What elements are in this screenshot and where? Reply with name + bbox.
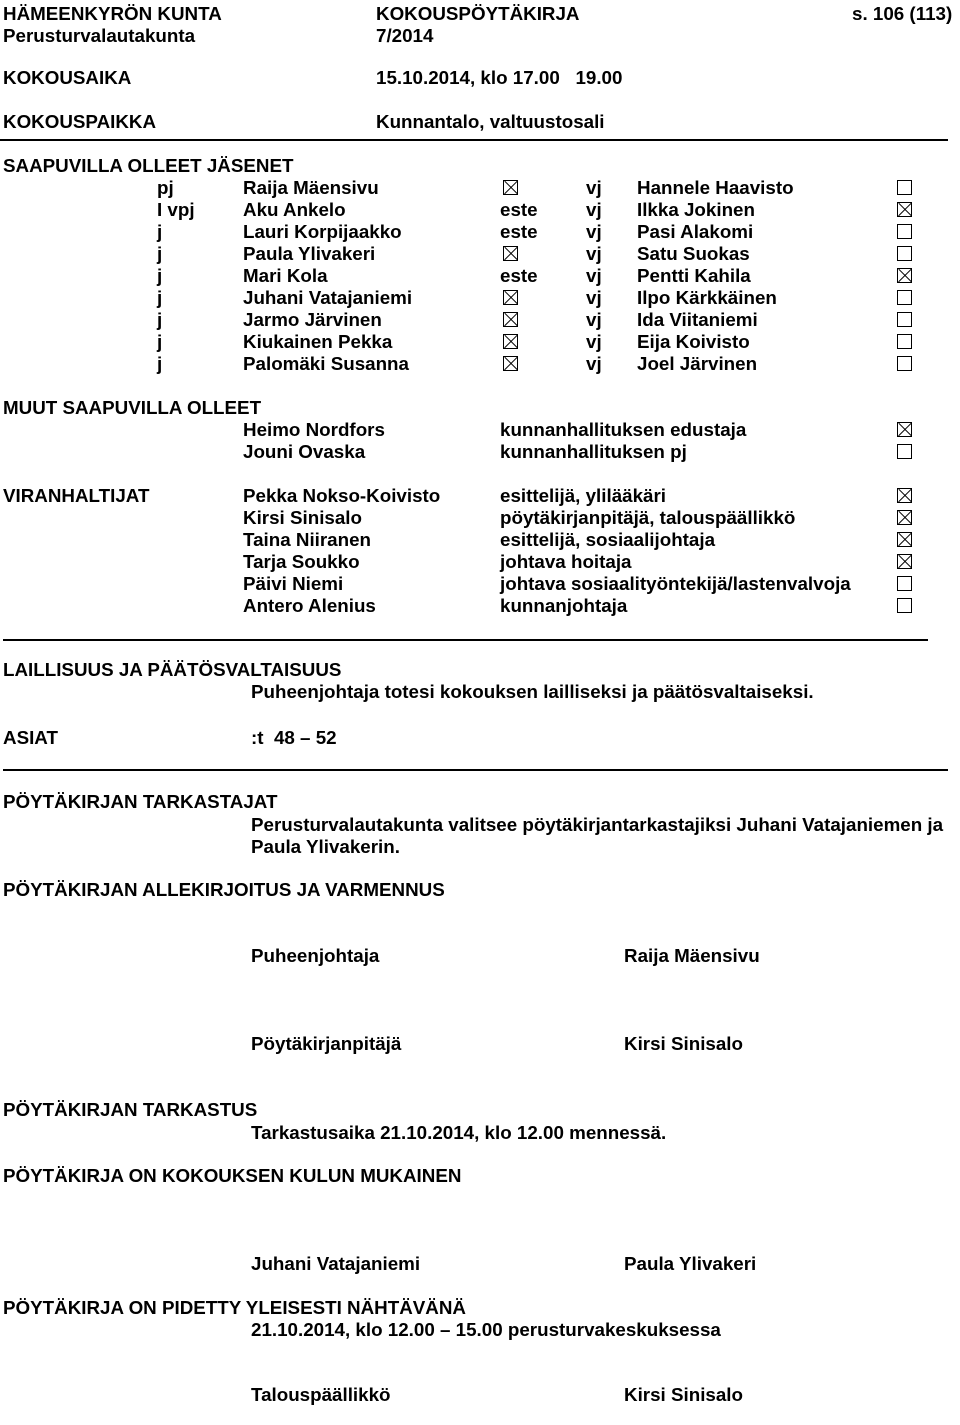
signature-title: Pöytäkirjanpitäjä [251, 1033, 402, 1054]
official-row [0, 529, 960, 551]
member-role: I vpj [157, 199, 195, 220]
conformity-heading: PÖYTÄKIRJA ON KOKOUKSEN KULUN MUKAINEN [3, 1165, 462, 1186]
deputy-name: Pentti Kahila [637, 265, 751, 286]
member-role: j [157, 353, 163, 374]
legality-heading: LAILLISUUS JA PÄÄTÖSVALTAISUUS [3, 659, 342, 680]
meeting-time-label: KOKOUSAIKA [3, 67, 132, 88]
public-display-signer-title: Talouspäällikkö [251, 1384, 391, 1405]
member-name: Palomäki Susanna [243, 353, 409, 374]
member-row [0, 243, 960, 265]
deputy-role: vj [586, 243, 602, 264]
attendance-checkbox [897, 576, 912, 591]
attendance-checkbox [897, 598, 912, 613]
inspectors-heading: PÖYTÄKIRJAN TARKASTAJAT [3, 791, 278, 812]
member-role: j [157, 331, 163, 352]
deputy-attendance-checkbox [897, 356, 912, 371]
member-row [0, 199, 960, 221]
official-title: johtava hoitaja [500, 551, 632, 572]
attendee-title: kunnanhallituksen pj [500, 441, 687, 462]
member-absence: este [500, 199, 538, 220]
attendance-checkbox [897, 510, 912, 525]
public-display-text: 21.10.2014, klo 12.00 – 15.00 perusturvakeskuksessa [251, 1319, 721, 1340]
member-row [0, 177, 960, 199]
member-name: Mari Kola [243, 265, 328, 286]
inspectors-text-line: Perusturvalautakunta valitsee pöytäkirjantarkastajiksi Juhani Vatajaniemen ja [251, 814, 944, 835]
meeting-place-value: Kunnantalo, valtuustosali [376, 111, 605, 132]
member-row [0, 331, 960, 353]
member-row [0, 309, 960, 331]
deputy-role: vj [586, 331, 602, 352]
legality-text: Puheenjohtaja totesi kokouksen lailliseksi ja päätösvaltaiseksi. [251, 681, 814, 702]
conformity-signer: Paula Ylivakeri [624, 1253, 757, 1274]
official-row [0, 573, 960, 595]
deputy-attendance-checkbox [897, 180, 912, 195]
member-absence: este [500, 265, 538, 286]
attendance-checkbox [503, 334, 518, 349]
official-name: Päivi Niemi [243, 573, 344, 594]
member-name: Kiukainen Pekka [243, 331, 393, 352]
deputy-attendance-checkbox [897, 202, 912, 217]
attendance-checkbox [897, 532, 912, 547]
page-number: s. 106 (113) [852, 3, 953, 24]
official-title: johtava sosiaalityöntekijä/lastenvalvoja [500, 573, 851, 594]
divider-line [3, 639, 928, 641]
attendance-checkbox [503, 290, 518, 305]
official-title: esittelijä, ylilääkäri [500, 485, 667, 506]
member-row [0, 221, 960, 243]
official-name: Kirsi Sinisalo [243, 507, 362, 528]
member-absence: este [500, 221, 538, 242]
deputy-attendance-checkbox [897, 246, 912, 261]
review-text: Tarkastusaika 21.10.2014, klo 12.00 mennessä. [251, 1122, 667, 1143]
attendance-checkbox [503, 312, 518, 327]
deputy-attendance-checkbox [897, 312, 912, 327]
member-name: Paula Ylivakeri [243, 243, 376, 264]
agenda-label: ASIAT [3, 727, 58, 748]
members-heading: SAAPUVILLA OLLEET JÄSENET [3, 155, 294, 176]
deputy-name: Hannele Haavisto [637, 177, 794, 198]
deputy-role: vj [586, 287, 602, 308]
attendance-checkbox [897, 488, 912, 503]
deputy-name: Eija Koivisto [637, 331, 750, 352]
member-row [0, 287, 960, 309]
official-row [0, 485, 960, 507]
member-row [0, 265, 960, 287]
deputy-name: Satu Suokas [637, 243, 750, 264]
attendance-checkbox [897, 422, 912, 437]
deputy-role: vj [586, 177, 602, 198]
conformity-signer: Juhani Vatajaniemi [251, 1253, 421, 1274]
attendee-row [0, 441, 960, 463]
deputy-attendance-checkbox [897, 290, 912, 305]
official-title: esittelijä, sosiaalijohtaja [500, 529, 716, 550]
member-name: Jarmo Järvinen [243, 309, 382, 330]
member-name: Lauri Korpijaakko [243, 221, 402, 242]
public-display-heading: PÖYTÄKIRJA ON PIDETTY YLEISESTI NÄHTÄVÄNÄ [3, 1297, 466, 1318]
member-name: Raija Mäensivu [243, 177, 379, 198]
member-role: j [157, 309, 163, 330]
official-name: Antero Alenius [243, 595, 376, 616]
agenda-value: :t 48 – 52 [251, 727, 337, 748]
member-name: Juhani Vatajaniemi [243, 287, 413, 308]
attendee-row [0, 419, 960, 441]
official-row [0, 595, 960, 617]
signatures-heading: PÖYTÄKIRJAN ALLEKIRJOITUS JA VARMENNUS [3, 879, 445, 900]
signature-title: Puheenjohtaja [251, 945, 380, 966]
official-row [0, 551, 960, 573]
other-attendees-heading: MUUT SAAPUVILLA OLLEET [3, 397, 262, 418]
deputy-name: Ilpo Kärkkäinen [637, 287, 777, 308]
review-heading: PÖYTÄKIRJAN TARKASTUS [3, 1099, 258, 1120]
attendance-checkbox [503, 356, 518, 371]
deputy-name: Pasi Alakomi [637, 221, 754, 242]
attendance-checkbox [503, 180, 518, 195]
official-name: Taina Niiranen [243, 529, 372, 550]
member-row [0, 353, 960, 375]
meeting-time-value: 15.10.2014, klo 17.00 19.00 [376, 67, 623, 88]
divider-line [0, 139, 948, 141]
deputy-name: Ida Viitaniemi [637, 309, 758, 330]
deputy-role: vj [586, 309, 602, 330]
deputy-attendance-checkbox [897, 224, 912, 239]
deputy-role: vj [586, 199, 602, 220]
attendee-title: kunnanhallituksen edustaja [500, 419, 747, 440]
board-name: Perusturvalautakunta [3, 25, 196, 46]
deputy-attendance-checkbox [897, 268, 912, 283]
attendee-name: Jouni Ovaska [243, 441, 366, 462]
deputy-attendance-checkbox [897, 334, 912, 349]
member-role: j [157, 221, 163, 242]
attendance-checkbox [503, 246, 518, 261]
official-title: pöytäkirjanpitäjä, talouspäällikkö [500, 507, 796, 528]
officials-heading: VIRANHALTIJAT [3, 485, 150, 506]
municipality-name: HÄMEENKYRÖN KUNTA [3, 3, 222, 24]
inspectors-text-line: Paula Ylivakerin. [251, 836, 400, 857]
deputy-role: vj [586, 221, 602, 242]
public-display-signer-name: Kirsi Sinisalo [624, 1384, 743, 1405]
deputy-role: vj [586, 353, 602, 374]
official-row [0, 507, 960, 529]
member-name: Aku Ankelo [243, 199, 346, 220]
attendee-name: Heimo Nordfors [243, 419, 385, 440]
official-title: kunnanjohtaja [500, 595, 628, 616]
official-name: Pekka Nokso-Koivisto [243, 485, 441, 506]
official-name: Tarja Soukko [243, 551, 360, 572]
deputy-name: Ilkka Jokinen [637, 199, 755, 220]
member-role: j [157, 265, 163, 286]
member-role: j [157, 287, 163, 308]
meeting-place-label: KOKOUSPAIKKA [3, 111, 157, 132]
deputy-role: vj [586, 265, 602, 286]
member-role: pj [157, 177, 174, 198]
deputy-name: Joel Järvinen [637, 353, 758, 374]
meeting-number: 7/2014 [376, 25, 434, 46]
attendance-checkbox [897, 444, 912, 459]
signature-name: Raija Mäensivu [624, 945, 760, 966]
signature-name: Kirsi Sinisalo [624, 1033, 743, 1054]
document-type: KOKOUSPÖYTÄKIRJA [376, 3, 580, 24]
member-role: j [157, 243, 163, 264]
attendance-checkbox [897, 554, 912, 569]
divider-line [3, 769, 948, 771]
